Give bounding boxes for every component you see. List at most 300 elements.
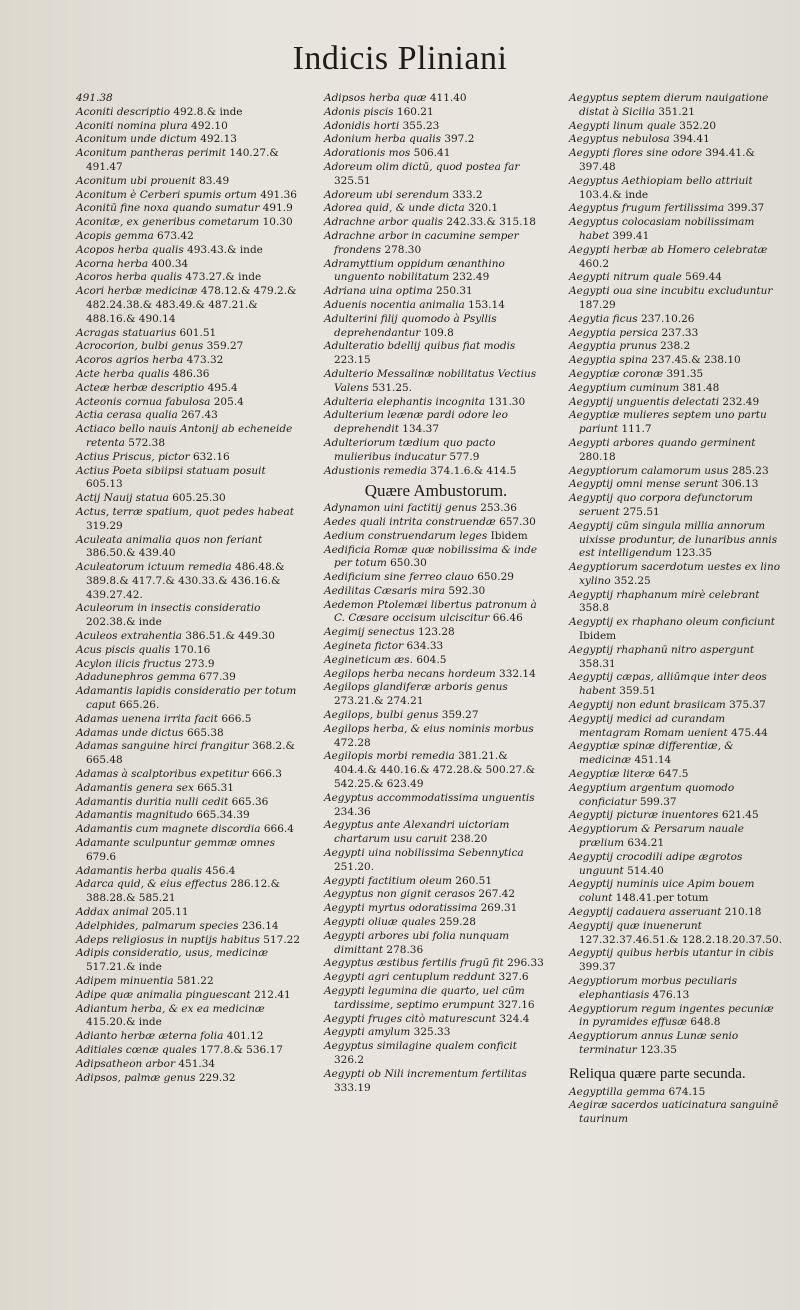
index-entry: [324, 957, 548, 971]
entry-term: Aegilops herba necans hordeum: [324, 667, 496, 680]
index-entry: [324, 368, 548, 396]
entry-term: Adiantum herba, & ex ea medicinæ: [76, 1002, 265, 1015]
entry-reference: 237.45.& 238.10: [651, 354, 741, 367]
entry-reference: 148.41.per totum: [615, 892, 709, 905]
entry-term: Aegyptus Aethiopiam bello attriuit: [569, 174, 753, 187]
entry-term: Adoreum ubi serendum: [324, 188, 450, 201]
index-entry: [324, 313, 548, 341]
entry-term: Adamas à scalptoribus expetitur: [76, 768, 249, 781]
entry-term: Aegyptium cuminum: [569, 381, 680, 394]
index-entry: [569, 851, 787, 879]
entry-reference: 123.35: [640, 1043, 677, 1056]
entry-reference: 399.37: [579, 961, 616, 974]
entry-term: Acori herbæ medicinæ: [76, 285, 198, 298]
entry-term: Aconitum pantheras perimit: [76, 147, 226, 160]
index-entry: [76, 409, 304, 423]
index-entry: [569, 340, 787, 354]
entry-reference: 232.49: [722, 395, 760, 408]
entry-reference: 229.32: [198, 1071, 236, 1084]
entry-term: Adelphides, palmarum species: [76, 919, 239, 932]
index-entry: [324, 875, 548, 889]
index-entry: [569, 396, 787, 410]
index-entry: [76, 796, 304, 810]
index-entry: [324, 681, 548, 709]
entry-reference: 650.29: [477, 571, 514, 584]
index-entry: [324, 516, 548, 530]
entry-reference: 237.33: [661, 326, 699, 339]
index-entry: [76, 989, 304, 1003]
index-entry: [569, 975, 787, 1003]
index-entry: [76, 837, 304, 865]
entry-reference: 506.41: [413, 147, 451, 160]
entry-reference: 253.36: [480, 502, 517, 515]
entry-term: Aegypti flores sine odore: [569, 147, 703, 160]
entry-reference: 170.16: [173, 643, 211, 656]
entry-reference: 665.34.39: [196, 809, 250, 822]
entry-term: Acrocorion, bulbi genus: [76, 340, 204, 353]
entry-term: Aedificium sine ferreo clauo: [324, 571, 474, 584]
index-entry: [569, 644, 787, 672]
entry-reference: 451.34: [178, 1057, 216, 1070]
entry-term: Adamantis cum magnete discordia: [76, 823, 261, 836]
entry-reference: 355.23: [402, 119, 440, 132]
index-entry: [324, 340, 548, 368]
entry-reference: 473.32: [186, 354, 224, 367]
entry-reference: 381.21.& 404.4.& 440.16.& 472.28.& 500.27.& 542.25.& 623.49: [334, 750, 536, 791]
index-entry: [569, 713, 787, 741]
entry-term: Aedilitas Cæsaris mira: [324, 584, 446, 597]
index-entry: [569, 1099, 787, 1127]
index-entry: [76, 685, 304, 713]
entry-term: Aegyptiorum annus Lunæ senio terminatur: [569, 1030, 739, 1056]
entry-term: Aegineta fictor: [324, 640, 404, 653]
index-entry: [324, 902, 548, 916]
entry-reference: 399.41: [612, 229, 650, 242]
entry-reference: 665.36: [231, 795, 269, 808]
entry-reference: 140.27.& 491.47: [86, 147, 279, 173]
entry-reference: 269.31: [480, 902, 518, 915]
entry-term: Aegyptij quæ inuenerunt: [569, 919, 702, 932]
entry-term: Aegilops herba, & eius nominis morbus: [324, 722, 534, 735]
entry-reference: 237.10.26: [641, 312, 695, 325]
entry-reference: 650.30: [390, 557, 427, 570]
index-entry: [76, 492, 304, 506]
entry-term: Aegypti arbores ubi folia nunquam dimittant: [324, 929, 510, 956]
entry-reference: 232.49: [452, 271, 490, 284]
entry-reference: 397.2: [444, 133, 475, 146]
entry-term: Adeps religiosus in nuptijs habitus: [76, 933, 260, 946]
index-entry: [76, 465, 304, 493]
entry-term: Adulteratio bdellij quibus fiat modis: [324, 340, 516, 353]
index-entry: [569, 823, 787, 851]
index-entry: [569, 175, 787, 203]
index-entry: [76, 1058, 304, 1072]
entry-term: Adustionis remedia: [324, 464, 427, 477]
entry-term: Acopis gemma: [76, 229, 154, 242]
index-entry: [324, 230, 548, 258]
entry-reference: 666.4: [263, 823, 294, 836]
entry-term: Aegilopis morbi remedia: [324, 750, 455, 763]
entry-reference: 109.8: [423, 326, 454, 339]
entry-reference: 359.27: [441, 709, 479, 722]
index-entry: [569, 382, 787, 396]
entry-reference: 386.50.& 439.40: [86, 547, 176, 560]
index-entry: [569, 782, 787, 810]
index-entry: [76, 906, 304, 920]
entry-term: Adipis consideratio, usus, medicinæ: [76, 947, 269, 960]
index-entry: [324, 133, 548, 147]
entry-reference: 202.38.& inde: [86, 616, 162, 629]
entry-term: Aegyptiæ coronæ: [569, 367, 664, 380]
index-entry: [76, 106, 304, 120]
entry-term: Aconitæ, ex generibus cometarum: [76, 216, 260, 229]
closing-note: Reliqua quære parte secunda.: [569, 1065, 746, 1082]
index-entry: [76, 216, 304, 230]
index-entry: [324, 120, 548, 134]
index-entry: [324, 847, 548, 875]
entry-reference: 400.34: [151, 257, 189, 270]
entry-term: Aegypti nitrum quale: [569, 271, 682, 284]
index-entry: [569, 313, 787, 327]
entry-reference: 359.51: [619, 685, 657, 698]
index-entry: [569, 1003, 787, 1031]
entry-term: Aegyptiorum regum ingentes pecuniæ in pyramides effusæ: [569, 1002, 774, 1029]
entry-reference: Ibidem: [490, 529, 528, 542]
index-entry: [569, 133, 787, 147]
entry-term: Aegyptus frugum fertilissima: [569, 202, 725, 215]
index-entry: [76, 327, 304, 341]
entry-reference: 250.31: [435, 285, 473, 298]
entry-reference: 160.21: [396, 105, 434, 118]
entry-reference: 285.23: [731, 464, 769, 477]
entry-term: Aegyptij crocodili adipe ægrotos unguunt: [569, 850, 743, 877]
entry-reference: 123.28: [417, 626, 455, 639]
entry-reference: 517.22: [263, 933, 301, 946]
index-entry: [76, 878, 304, 906]
entry-term: Adulterio Messalinæ nobilitatus Vectius Valens: [324, 367, 537, 394]
entry-term: Aegyptij quo corpora defunctorum seruent: [569, 492, 753, 518]
index-entry: [324, 147, 548, 161]
entry-term: Aegypti uina nobilissima Sebennytica: [324, 847, 524, 860]
entry-reference: 581.22: [176, 975, 214, 987]
entry-reference: 111.7: [621, 423, 652, 436]
index-entry: [324, 626, 548, 640]
entry-reference: 657.30: [499, 515, 536, 528]
entry-term: Aegyptij ex rhaphano oleum conficiunt: [569, 616, 775, 629]
index-entry: [76, 534, 304, 562]
entry-reference: 673.42: [157, 229, 194, 242]
entry-reference: 473.27.& inde: [185, 271, 262, 284]
index-entry: [76, 396, 304, 410]
entry-reference: 306.13: [721, 478, 759, 491]
index-entry: [324, 668, 548, 682]
entry-reference: 242.33.& 315.18: [446, 216, 536, 229]
index-entry: [76, 382, 304, 396]
index-entry: [76, 147, 304, 175]
entry-reference: 131.30: [488, 395, 526, 408]
index-entry: [324, 92, 548, 106]
index-entry: [569, 520, 787, 561]
index-entry: [569, 354, 787, 368]
entry-term: Adamantis herba qualis: [76, 864, 203, 877]
entry-term: Aconitum unde dictum: [76, 133, 197, 146]
index-entry: [324, 189, 548, 203]
entry-term: Adonidis horti: [324, 119, 400, 132]
entry-reference: 394.41.& 397.48: [579, 147, 755, 173]
entry-term: Actiaco bello nauis Antonij ab echeneide retenta: [76, 423, 293, 449]
entry-term: Aduenis nocentia animalia: [324, 298, 465, 311]
entry-term: Aegyptiorum calamorum usus: [569, 464, 729, 477]
entry-reference: 394.41: [673, 133, 710, 146]
entry-term: Aegyptiæ literæ: [569, 768, 655, 781]
index-column-2: [324, 92, 548, 1095]
entry-reference: 260.51: [455, 874, 493, 887]
entry-reference: 358.8: [579, 602, 610, 615]
entry-term: Adipsos herba quæ: [324, 92, 427, 104]
index-entry: [76, 175, 304, 189]
index-entry: [76, 133, 304, 147]
entry-term: Aegyptiorum & Persarum nauale prælium: [569, 823, 744, 850]
index-entry: [76, 782, 304, 796]
entry-reference: 572.38: [128, 436, 166, 449]
entry-term: Aegyptiæ mulieres septem uno partu pariunt: [569, 409, 767, 436]
entry-reference: 325.33: [413, 1026, 451, 1039]
entry-reference: 472.28: [334, 736, 371, 749]
entry-term: Acte herba qualis: [76, 367, 170, 380]
index-entry: [569, 147, 787, 175]
entry-term: Addax animal: [76, 906, 149, 919]
index-entry: [76, 1003, 304, 1031]
index-entry: [76, 947, 304, 975]
index-entry: [569, 768, 787, 782]
entry-term: Adonium herba qualis: [324, 133, 441, 146]
index-entry: [324, 1040, 548, 1068]
entry-reference: 666.3: [251, 768, 282, 781]
entry-reference: 634.21: [627, 837, 665, 850]
entry-term: Adulterium leænæ pardi odore leo deprehendit: [324, 409, 508, 436]
entry-term: Adadunephros gemma: [76, 671, 196, 684]
entry-term: Aegyptia spina: [569, 354, 648, 367]
entry-reference: 665.31: [197, 781, 234, 794]
index-entry: [324, 437, 548, 465]
entry-reference: Ibidem: [579, 630, 617, 643]
entry-term: Adorea quid, & unde dicta: [324, 202, 465, 215]
entry-reference: 665.38: [186, 726, 224, 739]
entry-reference: 493.43.& inde: [187, 243, 263, 256]
index-entry: [569, 878, 787, 906]
entry-reference: 648.8: [690, 1016, 721, 1029]
entry-reference: 476.13: [652, 988, 690, 1001]
index-entry: [76, 340, 304, 354]
entry-reference: 205.4: [213, 395, 244, 408]
index-entry: [76, 920, 304, 934]
index-entry: [324, 709, 548, 723]
index-entry: [324, 409, 548, 437]
index-entry: [569, 906, 787, 920]
entry-term: Aegyptij picturæ inuentores: [569, 809, 719, 822]
index-entry: [76, 354, 304, 368]
entry-term: Adamantis genera sex: [76, 781, 194, 794]
entry-term: Aegypti ob Nili incrementum fertilitas: [324, 1067, 527, 1080]
entry-reference: 234.36: [334, 805, 371, 818]
entry-reference: 492.10: [191, 119, 228, 132]
index-entry: [76, 713, 304, 727]
entry-reference: 332.14: [499, 667, 536, 680]
entry-reference: 320.1: [467, 202, 499, 215]
entry-term: Aegilops, bulbi genus: [324, 709, 439, 722]
entry-term: Aegyptij medici ad curandam mentagram Romam uenient: [569, 712, 728, 739]
entry-term: Adamantis magnitudo: [76, 809, 193, 822]
entry-reference: 212.41: [253, 988, 291, 1001]
index-entry: [76, 671, 304, 685]
index-entry: [324, 599, 548, 627]
index-entry: [324, 299, 548, 313]
index-entry: [569, 492, 787, 520]
entry-reference: 286.12.& 388.28.& 585.21: [86, 878, 280, 905]
entry-term: Adamantis duritia nulli cedit: [76, 795, 229, 808]
index-entry: [76, 1030, 304, 1044]
entry-reference: 679.6: [86, 850, 117, 863]
index-entry: [324, 530, 548, 544]
index-entry: [569, 216, 787, 244]
entry-term: Adramyttium oppidum œnanthino unguento nobilitatum: [324, 257, 505, 284]
entry-reference: 621.45: [721, 809, 759, 822]
entry-reference: 368.2.& 665.48: [86, 740, 295, 767]
index-entry: [76, 506, 304, 534]
entry-term: Aegyptus colocasiam nobilissimam habet: [569, 216, 755, 242]
entry-reference: 327.16: [497, 998, 535, 1011]
entry-term: Aconitum è Cerberi spumis ortum: [76, 188, 257, 201]
entry-term: Adorationis mos: [324, 147, 411, 160]
entry-reference: 375.37: [729, 699, 766, 712]
index-entry: [324, 202, 548, 216]
entry-term: Aditiales cœnæ quales: [76, 1043, 197, 1056]
entry-reference: 351.21: [658, 105, 695, 118]
entry-reference: 333.2: [452, 188, 483, 201]
entry-reference: 10.30: [262, 216, 293, 229]
entry-term: Aegyptus accommodatissima unguentis: [324, 791, 535, 804]
index-entry: [324, 640, 548, 654]
entry-term: Aegyptiorum sacerdotum uestes ex lino xylino: [569, 561, 781, 587]
entry-term: Actus, terræ spatium, quot pedes habeat: [76, 505, 294, 518]
index-entry: [324, 930, 548, 958]
index-entry: [76, 768, 304, 782]
index-entry: [76, 975, 304, 989]
index-entry: [76, 202, 304, 216]
index-entry: [324, 571, 548, 585]
entry-term: Adipsos, palmæ genus: [76, 1071, 196, 1084]
entry-term: Aegyptij rhaphanū nitro aspergunt: [569, 643, 755, 656]
entry-term: Aegytia ficus: [569, 312, 638, 325]
index-entry: [324, 916, 548, 930]
entry-term: Aegyptus æstibus fertilis frugū fit: [324, 957, 504, 970]
entry-reference: 517.21.& inde: [86, 961, 162, 974]
entry-term: Aculeorum in insectis consideratio: [76, 602, 261, 615]
entry-reference: 601.51: [179, 326, 217, 339]
index-entry: [324, 258, 548, 286]
index-entry: [76, 740, 304, 768]
entry-term: Aegyptus ante Alexandri uictoriam chartarum usu caruit: [324, 819, 510, 846]
entry-reference: 677.39: [199, 671, 236, 684]
entry-reference: 411.40: [429, 92, 467, 104]
index-entry: [569, 271, 787, 285]
entry-term: Aegiræ sacerdos uaticinatura sanguinē taurinum: [569, 1099, 779, 1126]
index-entry: [76, 230, 304, 244]
index-entry: [569, 327, 787, 341]
entry-reference: 296.33: [507, 957, 544, 970]
entry-term: Adamante sculpuntur gemmæ omnes: [76, 837, 275, 850]
index-entry: [324, 750, 548, 791]
index-entry: [324, 502, 548, 516]
entry-term: Aegyptij cæpas, alliūmque inter deos habent: [569, 671, 767, 698]
entry-reference: 327.6: [498, 971, 529, 984]
index-entry: [76, 561, 304, 602]
entry-reference: 486.48.& 389.8.& 417.7.& 430.33.& 436.16.& 439.27.42.: [86, 561, 285, 601]
index-entry: [569, 947, 787, 975]
entry-term: Aegypti linum quale: [569, 119, 676, 132]
entry-term: Aegyptium argentum quomodo conficiatur: [569, 781, 735, 808]
entry-reference: 492.13: [200, 133, 237, 146]
index-entry: [324, 396, 548, 410]
index-entry: [324, 544, 548, 572]
entry-term: Acoros herba qualis: [76, 271, 183, 284]
entry-reference: 251.20.: [334, 860, 375, 873]
entry-term: Aegyptus non gignit cerasos: [324, 888, 476, 901]
entry-term: Aconitū fine noxa quando sumatur: [76, 202, 260, 215]
section-heading: Quære Ambustorum.: [364, 481, 508, 501]
index-entry: [569, 671, 787, 699]
entry-term: Adonis piscis: [324, 105, 394, 118]
index-entry: [324, 985, 548, 1013]
entry-term: Adipsatheon arbor: [76, 1057, 175, 1070]
entry-term: Aegypti oua sine incubitu excluduntur: [569, 285, 773, 298]
entry-reference: 374.1.6.& 414.5: [430, 464, 517, 477]
entry-reference: 486.36: [172, 367, 210, 380]
entry-reference: 531.25.: [371, 381, 413, 394]
entry-term: Adamas sanguine hirci frangitur: [76, 740, 249, 753]
entry-reference: 475.44: [731, 726, 768, 739]
index-column-1: [76, 92, 304, 1085]
index-entry: [324, 723, 548, 751]
entry-term: Aedemon Ptolemæi libertus patronum à C. Cæsare occisum ulciscitur: [324, 598, 537, 625]
index-entry: [76, 244, 304, 258]
entry-reference: 460.2: [579, 257, 610, 270]
entry-reference: 632.16: [192, 450, 230, 463]
entry-term: Aegypti fruges citò maturescunt: [324, 1012, 496, 1025]
entry-reference: 267.42: [478, 888, 516, 901]
entry-term: Aegyptia prunus: [569, 340, 657, 353]
entry-reference: 127.32.37.46.51.& 128.2.18.20.37.50.: [579, 933, 783, 946]
index-entry: [76, 727, 304, 741]
entry-reference: 278.36: [386, 943, 424, 956]
entry-reference: 391.35: [666, 367, 704, 380]
entry-term: Acoros agrios herba: [76, 354, 184, 367]
entry-reference: 352.25: [614, 574, 651, 587]
entry-term: Actij Nauij statua: [76, 492, 169, 505]
entry-reference: 399.37: [727, 202, 765, 215]
index-entry: [569, 561, 787, 589]
entry-term: Aegineticum æs.: [324, 653, 413, 666]
entry-reference: 605.25.30: [172, 492, 226, 505]
index-entry: [76, 423, 304, 451]
index-entry: [324, 1026, 548, 1040]
index-entry: [324, 819, 548, 847]
index-entry: [569, 465, 787, 479]
entry-reference: 665.26.: [119, 699, 160, 712]
entry-term: Aconiti nomina plura: [76, 119, 188, 132]
entry-reference: 205.11: [151, 906, 189, 919]
entry-term: Adipe quæ animalia pinguescant: [76, 988, 251, 1001]
